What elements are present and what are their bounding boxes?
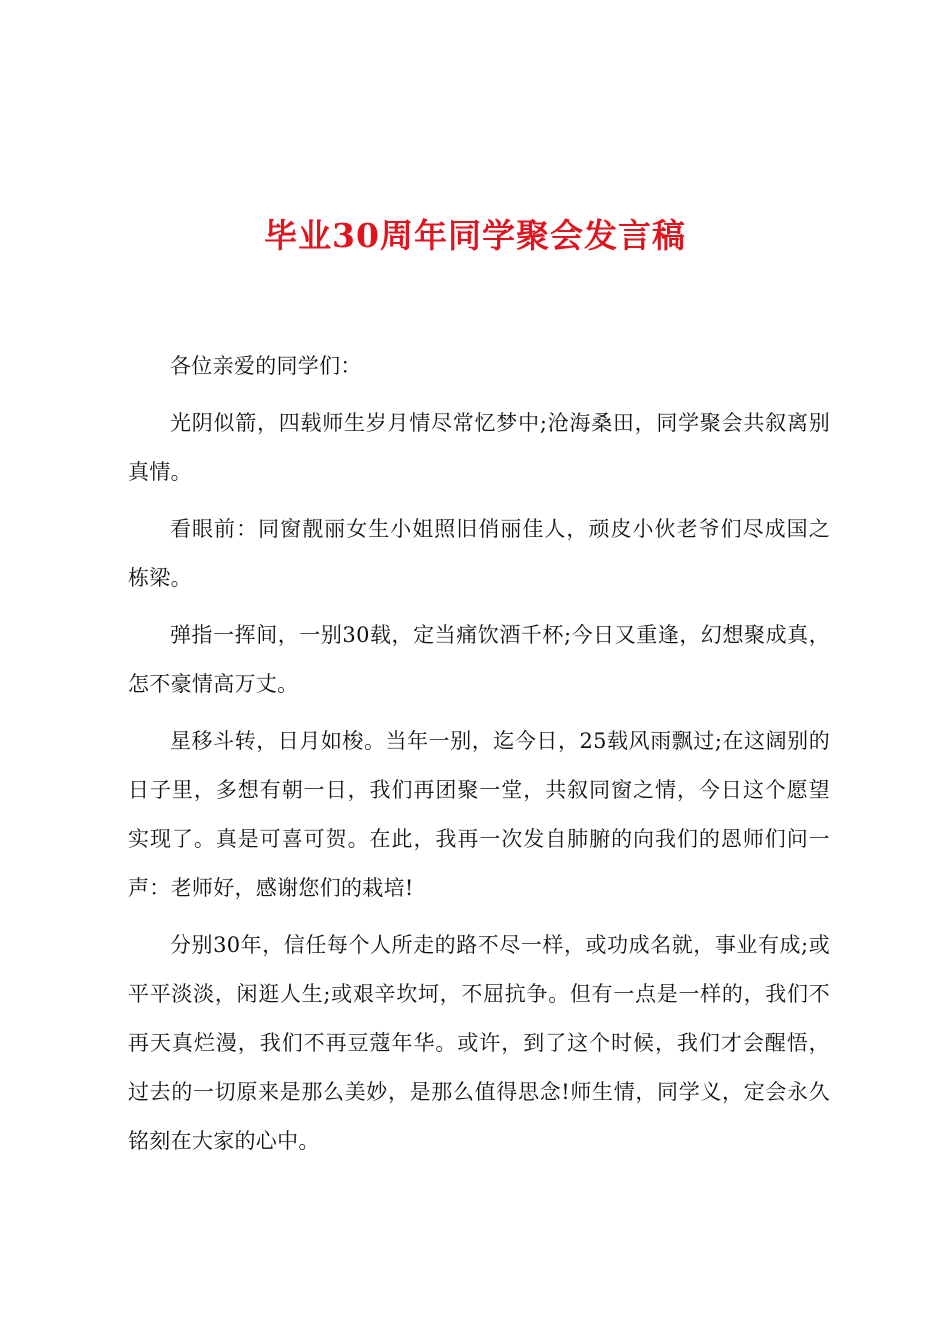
paragraph: 星移斗转，日月如梭。当年一别，迄今日，25载风雨飘过;在这阔别的日子里，多想有朝一日，我们再团聚一堂，共叙同窗之情，今日这个愿望实现了。真是可喜可贺。在此，我再一次发自肺腑的向我们的恩师们问一声：老师好，感谢您们的栽培! bbox=[128, 729, 830, 900]
paragraph: 光阴似箭，四载师生岁月情尽常忆梦中;沧海桑田，同学聚会共叙离别真情。 bbox=[128, 411, 830, 484]
paragraph: 分别30年，信任每个人所走的路不尽一样，或功成名就，事业有成;或平平淡淡，闲逛人生;或艰辛坎坷，不屈抗争。但有一点是一样的，我们不再天真烂漫，我们不再豆蔻年华。或许，到了这个时候，我们才会醒悟，过去的一切原来是那么美妙，是那么值得思念!师生情，同学义，定会永久铭刻在大家的心中。 bbox=[128, 933, 830, 1153]
paragraph: 弹指一挥间，一别30载，定当痛饮酒千杯;今日又重逢，幻想聚成真，怎不豪情高万丈。 bbox=[128, 623, 830, 696]
document-body bbox=[128, 342, 830, 1174]
paragraph: 看眼前：同窗靓丽女生小姐照旧俏丽佳人，顽皮小伙老爷们尽成国之栋梁。 bbox=[128, 517, 830, 590]
document-title: 毕业30周年同学聚会发言稿 bbox=[264, 216, 686, 255]
paragraph-greeting: 各位亲爱的同学们： bbox=[170, 354, 362, 378]
